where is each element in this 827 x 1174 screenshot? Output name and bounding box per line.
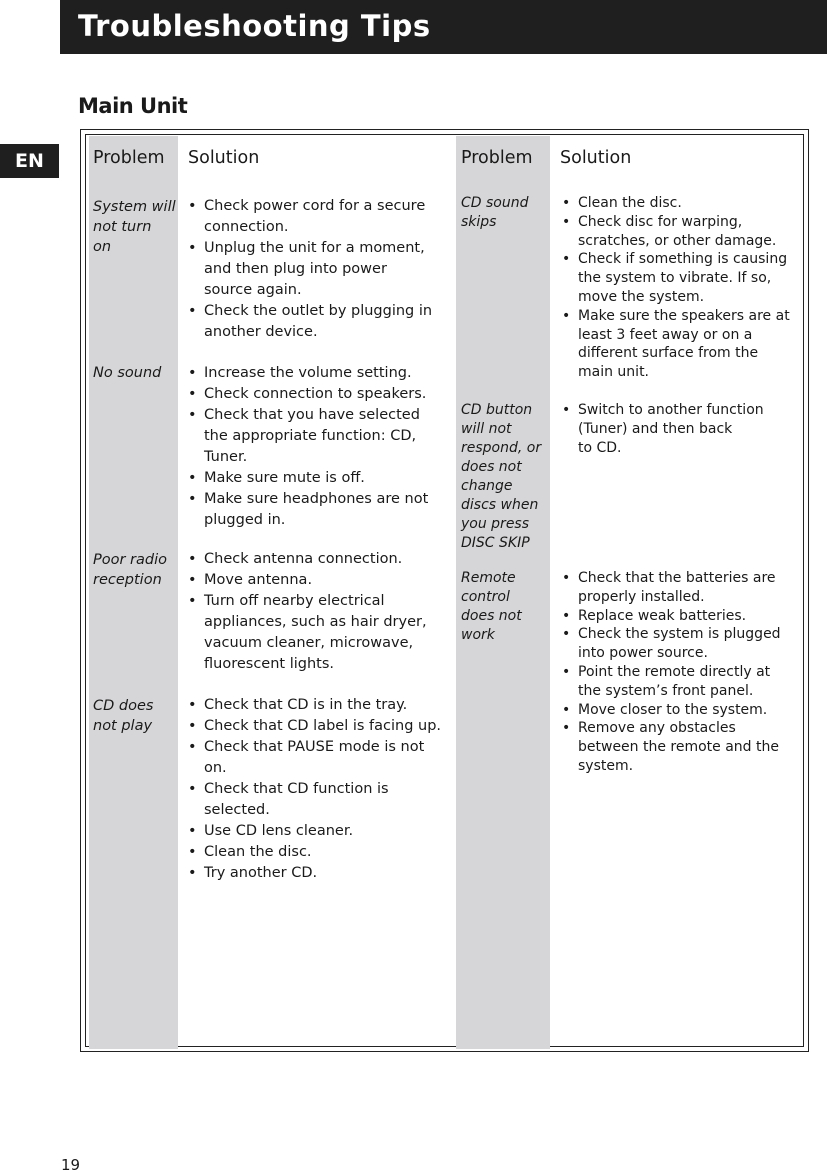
solution-line: and then plug into power: [204, 261, 387, 277]
solution-line: between the remote and the: [578, 739, 779, 756]
solution-line: • Remove any obstacles: [578, 720, 736, 737]
problem-line: on: [93, 239, 112, 255]
problem-line: CD sound: [461, 195, 529, 211]
solution-item: [186, 570, 448, 591]
solution-line: • Check that CD function is: [204, 781, 389, 797]
solution-line: Tuner.: [204, 449, 248, 465]
solution-line: • Increase the volume setting.: [204, 365, 412, 381]
solution-line: different surface from the: [578, 345, 759, 362]
problem-line: CD does: [93, 698, 154, 714]
solution-item: [186, 301, 448, 343]
problem-cell: [93, 197, 176, 257]
problem-line: System will: [93, 199, 176, 215]
problem-cell: [93, 696, 153, 736]
language-tab: EN: [0, 144, 59, 178]
solution-line: plugged in.: [204, 512, 286, 528]
solution-item: [186, 695, 448, 716]
solution-line: • Check that CD label is facing up.: [204, 718, 442, 734]
problem-line: not play: [93, 718, 153, 734]
solution-header-right: Solution: [560, 148, 632, 168]
solution-line: another device.: [204, 324, 318, 340]
solution-line: source again.: [204, 282, 302, 298]
solution-item: [186, 363, 448, 384]
solution-line: • Check if something is causing: [578, 251, 788, 268]
solution-line: • Check power cord for a secure: [204, 198, 426, 214]
solution-line: fluorescent lights.: [204, 656, 334, 672]
solution-item: [560, 401, 800, 457]
solution-item: [186, 821, 448, 842]
solution-line: the system to vibrate. If so,: [578, 270, 772, 287]
solution-line: the appropriate function: CD,: [204, 428, 417, 444]
problem-header-left: Problem: [93, 148, 165, 168]
solution-item: [560, 569, 800, 607]
solution-line: into power source.: [578, 645, 708, 662]
solution-item: [186, 384, 448, 405]
problem-line: not turn: [93, 219, 152, 235]
problem-cell: [461, 194, 529, 232]
solution-list: [560, 569, 800, 776]
solution-line: selected.: [204, 802, 270, 818]
problem-line: DISC SKIP: [461, 535, 530, 551]
solution-header-left: Solution: [188, 148, 260, 168]
solution-item: [186, 196, 448, 238]
section-title: Main Unit: [78, 94, 188, 118]
problem-line: work: [461, 627, 495, 643]
page-number: 19: [61, 1156, 81, 1174]
problem-line: No sound: [93, 365, 162, 381]
solution-line: • Try another CD.: [204, 865, 318, 881]
problem-cell: [461, 569, 522, 645]
problem-line: Remote: [461, 570, 516, 586]
solution-line: vacuum cleaner, microwave,: [204, 635, 414, 651]
solution-item: [560, 307, 800, 382]
solution-line: • Unplug the unit for a moment,: [204, 240, 425, 256]
solution-line: • Switch to another function: [578, 402, 764, 418]
solution-line: • Replace weak batteries.: [578, 607, 747, 624]
solution-list: [560, 194, 800, 382]
solution-line: to CD.: [578, 439, 622, 456]
solution-item: [186, 737, 448, 779]
solution-item: [186, 405, 448, 468]
solution-line: • Check that CD is in the tray.: [204, 697, 408, 713]
solution-line: • Check antenna connection.: [204, 551, 403, 567]
solution-line: • Check the outlet by plugging in: [204, 303, 433, 319]
problem-line: change: [461, 478, 513, 494]
solution-line: least 3 feet away or on a: [578, 326, 753, 343]
problem-line: skips: [461, 214, 497, 230]
solution-item: [186, 842, 448, 863]
solution-line: • Check that you have selected: [204, 407, 420, 423]
solution-line: • Check disc for warping,: [578, 213, 743, 230]
problem-line: respond, or: [461, 440, 542, 456]
solution-item: [560, 625, 800, 663]
solution-line: properly installed.: [578, 588, 705, 605]
solution-list: [186, 549, 448, 675]
solution-line: move the system.: [578, 288, 705, 305]
solution-line: • Make sure mute is off.: [204, 470, 365, 486]
solution-line: • Clean the disc.: [578, 195, 682, 211]
problem-line: does not: [461, 608, 522, 624]
problem-line: Poor radio: [93, 552, 168, 568]
solution-line: • Move closer to the system.: [578, 701, 768, 718]
solution-item: [186, 238, 448, 301]
solution-item: [186, 716, 448, 737]
problem-line: CD button: [461, 402, 533, 418]
solution-line: connection.: [204, 219, 289, 235]
solution-line: main unit.: [578, 364, 650, 381]
problem-line: control: [461, 589, 510, 605]
solution-item: [186, 779, 448, 821]
solution-item: [560, 250, 800, 306]
solution-line: scratches, or other damage.: [578, 232, 777, 249]
solution-item: [186, 591, 448, 675]
solution-item: [186, 863, 448, 884]
solution-list: [186, 695, 448, 884]
solution-line: • Check that PAUSE mode is not: [204, 739, 425, 755]
solution-line: • Check that the batteries are: [578, 570, 776, 586]
problem-line: will not: [461, 421, 512, 437]
problem-line: you press: [461, 516, 530, 532]
solution-list: [186, 196, 448, 343]
solution-line: • Make sure the speakers are at: [578, 307, 790, 324]
solution-list: [186, 363, 448, 531]
solution-item: [560, 719, 800, 775]
solution-item: [560, 663, 800, 701]
solution-line: • Make sure headphones are not: [204, 491, 429, 507]
solution-item: [186, 468, 448, 489]
solution-item: [186, 549, 448, 570]
solution-line: system.: [578, 757, 634, 774]
solution-item: [560, 194, 800, 213]
solution-line: • Use CD lens cleaner.: [204, 823, 354, 839]
solution-item: [560, 607, 800, 626]
problem-line: does not: [461, 459, 522, 475]
problem-header-right: Problem: [461, 148, 533, 168]
solution-line: • Move antenna.: [204, 572, 313, 588]
problem-cell: [93, 363, 161, 383]
problem-line: reception: [93, 572, 162, 588]
solution-line: on.: [204, 760, 227, 776]
solution-item: [560, 213, 800, 251]
solution-item: [560, 701, 800, 720]
solution-line: (Tuner) and then back: [578, 420, 733, 437]
solution-line: appliances, such as hair dryer,: [204, 614, 427, 630]
solution-line: • Check connection to speakers.: [204, 386, 427, 402]
problem-cell: [93, 550, 167, 590]
problem-line: discs when: [461, 497, 539, 513]
page-title: Troubleshooting Tips: [78, 9, 431, 43]
solution-line: • Check the system is plugged: [578, 626, 781, 643]
solution-line: the system’s front panel.: [578, 682, 754, 699]
solution-line: • Point the remote directly at: [578, 663, 771, 680]
problem-cell: [461, 401, 541, 553]
solution-item: [186, 489, 448, 531]
solution-line: • Clean the disc.: [204, 844, 312, 860]
solution-list: [560, 401, 800, 457]
solution-line: • Turn off nearby electrical: [204, 593, 385, 609]
problem-column-band-left: [89, 136, 178, 1049]
